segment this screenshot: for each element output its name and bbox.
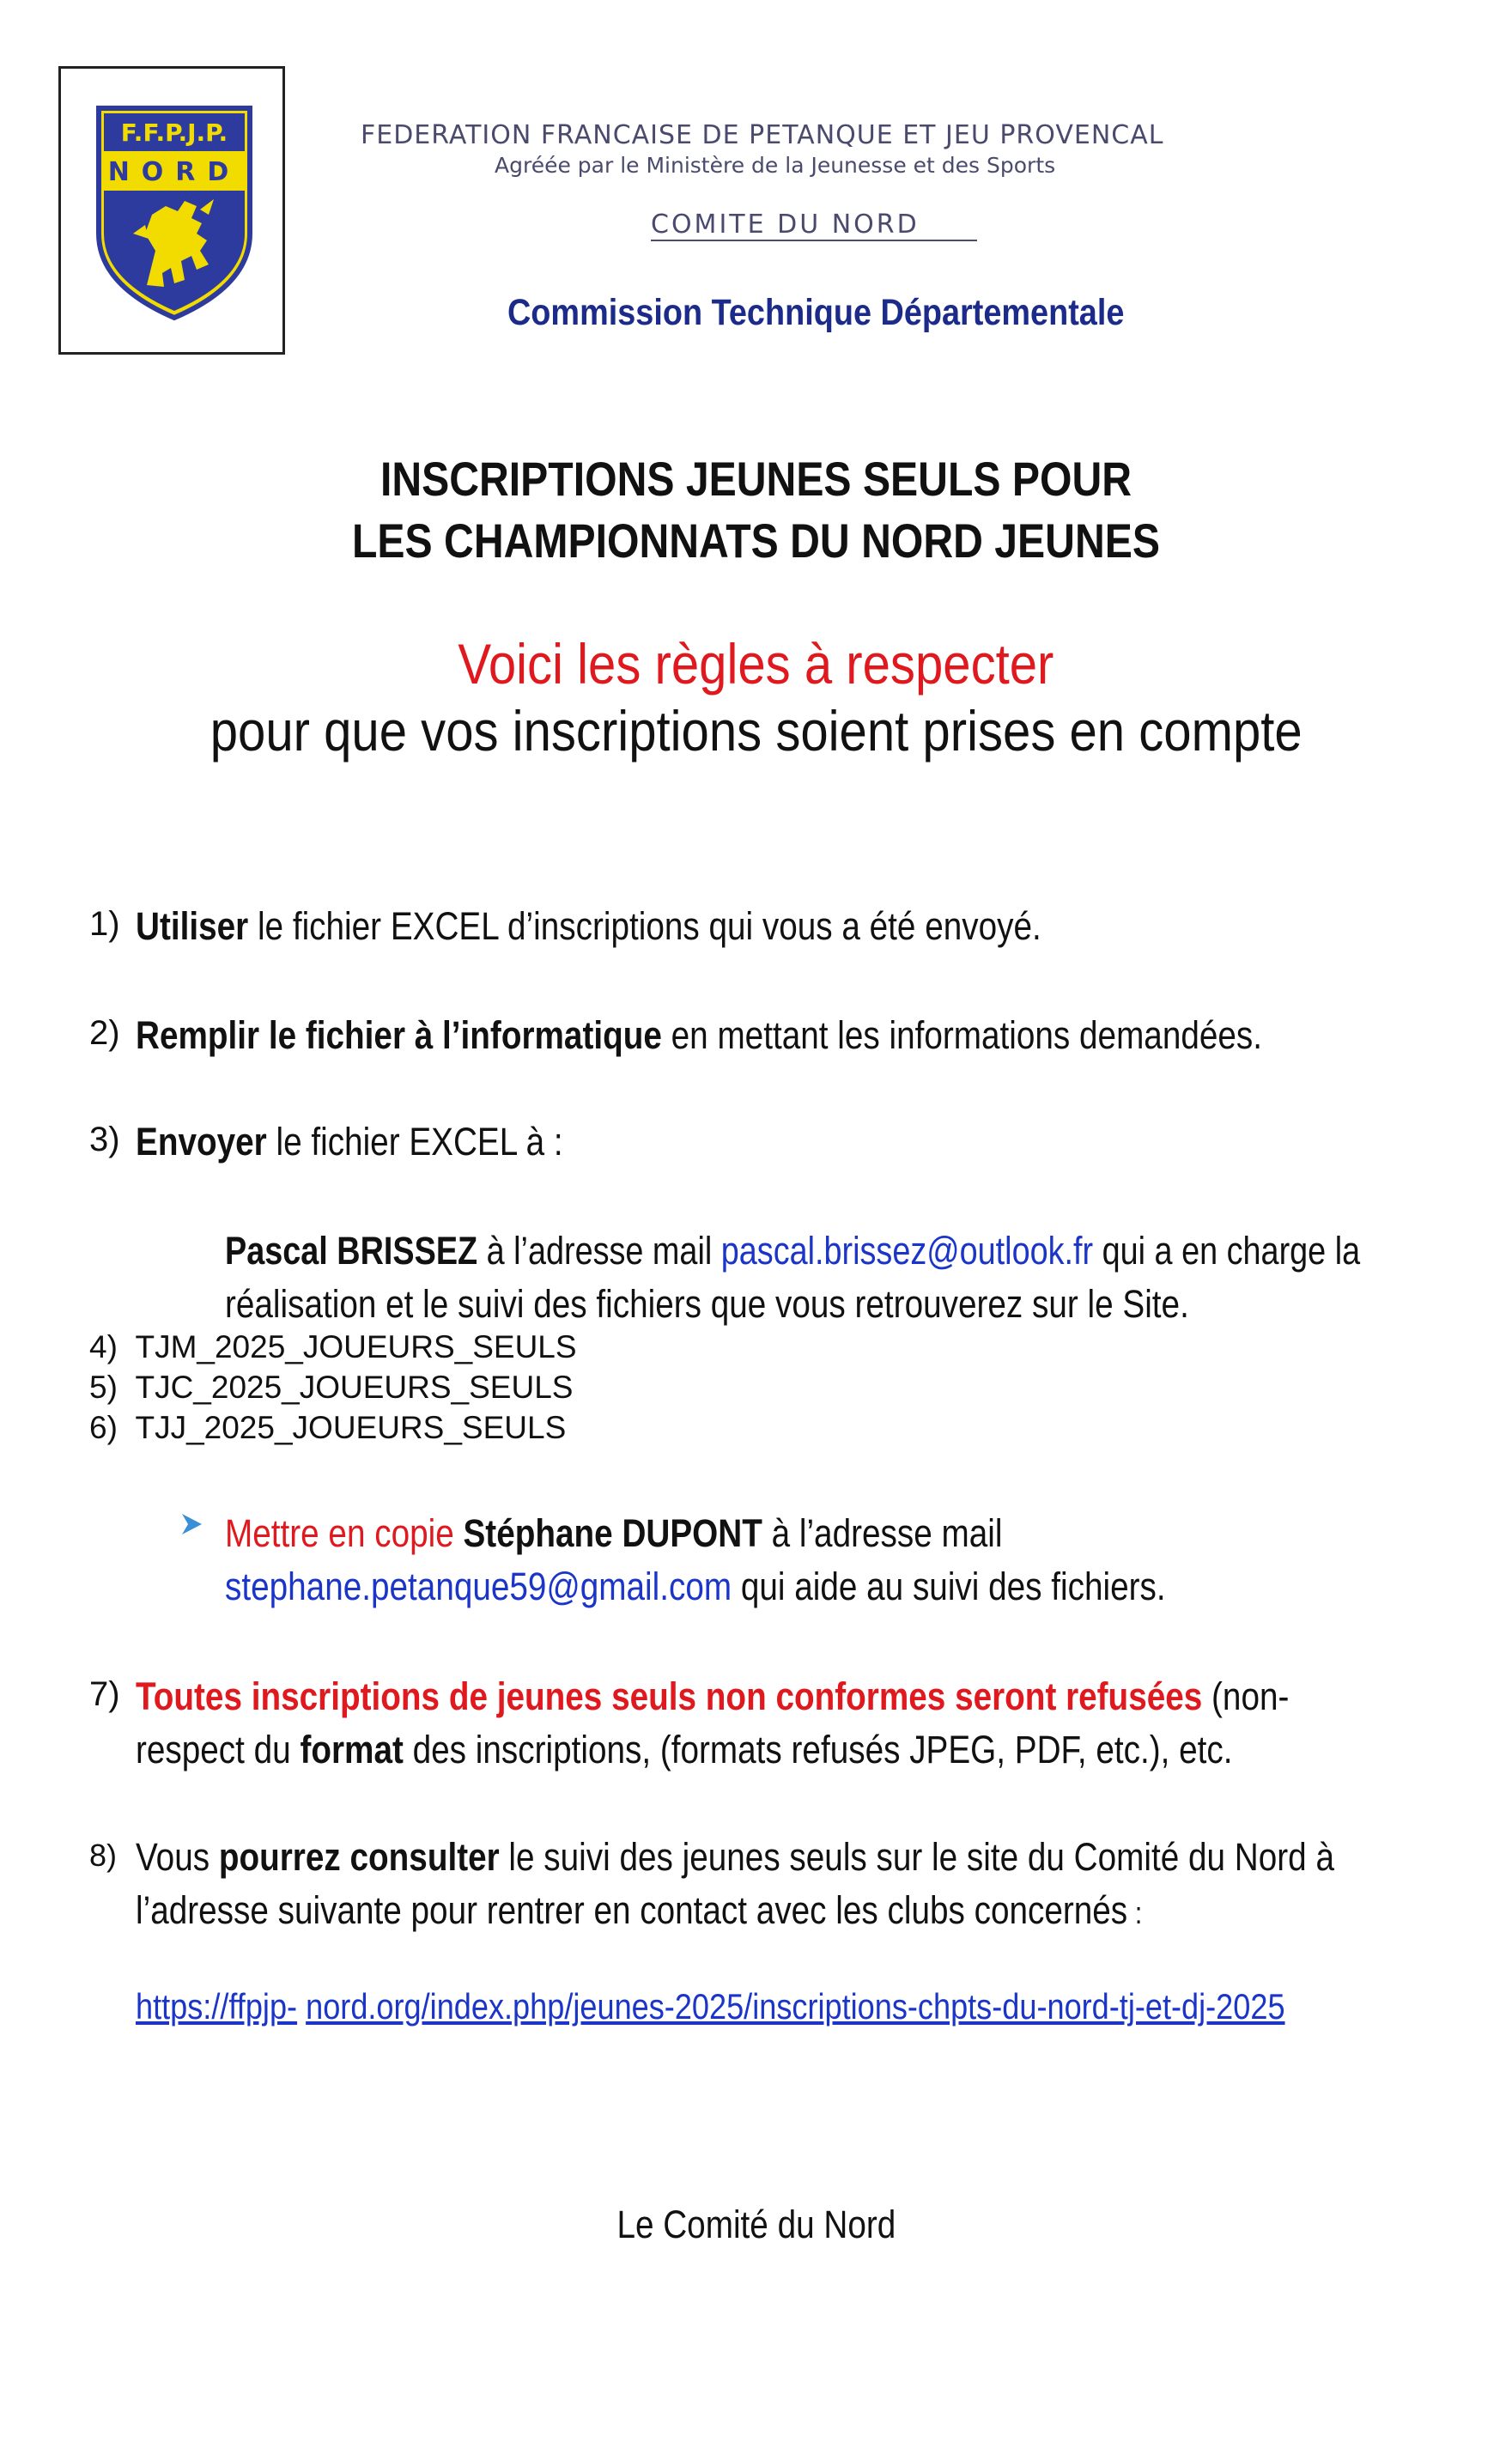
logo-top-text: F.F.P.J.P.: [120, 118, 228, 147]
file-item-4: 4) TJM_2025_JOUEURS_SEULS: [89, 1329, 577, 1364]
commission-title: Commission Technique Départementale: [507, 292, 1125, 333]
rule-1: Utiliser le fichier EXCEL d’inscriptions qui vous a été envoyé.: [136, 904, 1041, 948]
arrow-bullet-icon: [179, 1511, 204, 1537]
rule-3-number: 3): [89, 1121, 120, 1158]
contact-line-1: Pascal BRISSEZ à l’adresse mail pascal.brissez@outlook.fr qui a en charge la: [225, 1229, 1361, 1273]
copy-line-2: stephane.petanque59@gmail.com qui aide au suivi des fichiers.: [225, 1565, 1166, 1608]
intro-black-line: pour que vos inscriptions soient prises en compte: [209, 699, 1303, 763]
contact-line-2: réalisation et le suivi des fichiers que vous retrouverez sur le Site.: [225, 1282, 1189, 1326]
site-url-link[interactable]: https://ffpjp- nord.org/index.php/jeunes-2025/inscriptions-chpts-du-nord-tj-et-dj-2025: [136, 1986, 1285, 2027]
rule-2: Remplir le fichier à l’informatique en mettant les informations demandées.: [136, 1013, 1263, 1057]
rule-7-number: 7): [89, 1675, 120, 1713]
page-title: [0, 448, 1512, 572]
intro-red-line: Voici les règles à respecter: [458, 632, 1054, 696]
comite-underline: [651, 240, 977, 241]
copy-line-1: Mettre en copie Stéphane DUPONT à l’adresse mail: [225, 1511, 1003, 1555]
comite-name: COMITE DU NORD: [651, 210, 920, 240]
rule-1-number: 1): [89, 905, 120, 943]
file-item-6: 6) TJJ_2025_JOUEURS_SEULS: [89, 1410, 567, 1445]
title-line-1: INSCRIPTIONS JEUNES SEULS POUR: [380, 452, 1132, 506]
logo-bottom-text: NORD: [107, 157, 241, 187]
rule-3: Envoyer le fichier EXCEL à :: [136, 1120, 563, 1164]
rule-8-line-1: Vous pourrez consulter le suivi des jeunes seuls sur le site du Comité du Nord à: [136, 1835, 1334, 1879]
signature: Le Comité du Nord: [616, 2203, 896, 2246]
shield-icon: [95, 105, 253, 321]
federation-name: FEDERATION FRANCAISE DE PETANQUE ET JEU PROVENCAL: [361, 120, 1164, 150]
rule-7-line-2: respect du format des inscriptions, (formats refusés JPEG, PDF, etc.), etc.: [136, 1728, 1233, 1771]
federation-agreement: Agréée par le Ministère de la Jeunesse et des Sports: [495, 153, 1056, 178]
file-item-5: 5) TJC_2025_JOUEURS_SEULS: [89, 1370, 574, 1405]
rule-8-line-2: l’adresse suivante pour rentrer en contact avec les clubs concernés :: [136, 1888, 1143, 1932]
rule-8-number: 8): [89, 1838, 118, 1873]
contact-email-link[interactable]: pascal.brissez@outlook.fr: [720, 1229, 1094, 1273]
title-line-2: LES CHAMPIONNATS DU NORD JEUNES: [351, 513, 1160, 568]
rule-7-line-1: Toutes inscriptions de jeunes seuls non conformes seront refusées (non-: [136, 1674, 1290, 1718]
rule-2-number: 2): [89, 1014, 120, 1052]
copy-email-link[interactable]: stephane.petanque59@gmail.com: [225, 1565, 732, 1608]
